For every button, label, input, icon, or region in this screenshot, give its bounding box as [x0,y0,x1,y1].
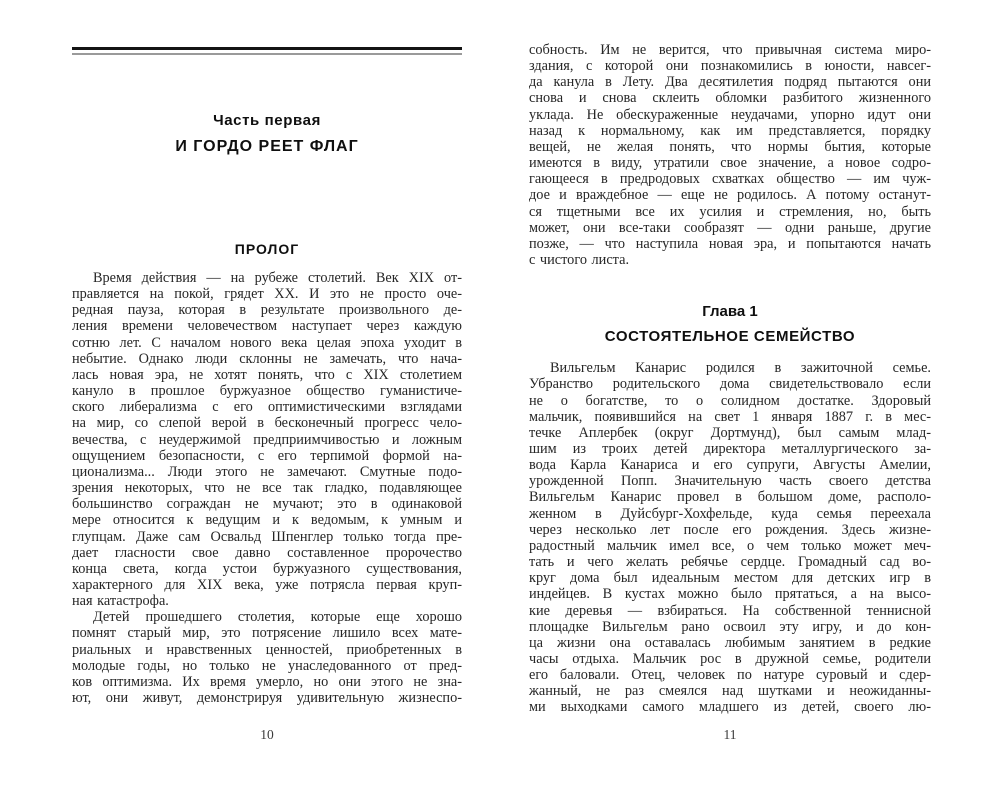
paragraph [529,42,931,268]
text-line: сотню лет. С началом нового века целая эпоха уходит в [72,334,462,351]
text-line: уклада. Не обескураженные неудачами, упорно идут они [529,106,931,123]
chapter-label: Глава 1 [702,303,758,321]
text-line: индейцев. В кустах можно было прятаться, а на высо- [529,586,931,603]
text-line: ков оптимизма. Их время умерло, но они этого не зна- [72,673,462,690]
text-line: собность. Им не верится, что привычная система миро- [529,42,931,58]
text-line: Время действия — на рубеже столетий. Век XIX от- [93,270,462,286]
text-line: зрения некоторых, что не все так гладко, подавляющее [72,480,462,497]
text-line: имеются в виду, утратили свое значение, а новое содро- [529,155,931,172]
text-line: вечества, с неудержимой предприимчивостью и ложным [72,431,462,448]
text-line: тать и чего желать ребячье сердце. Громадный сад во- [529,554,931,571]
right-page-body-main [529,360,931,715]
text-line: радостный мальчик имел все, о чем только может меч- [529,537,931,554]
text-line: шим из троих детей директора металлургического за- [529,440,931,457]
text-line: небытие. Однако люди склонны не замечать, что нача- [72,350,462,367]
text-line: ся тщетными все их усилия и стремления, но, быть [529,203,931,220]
text-line: ца жизни она оставалась любимым занятием в редкие [529,634,931,651]
text-line: назад к нормальному, как им представляется, порядку [529,122,931,139]
right-page-body-top [529,42,931,268]
text-line: кие деревья — взбираться. На собственной теннисной [529,602,931,619]
text-line: ют, они живут, демонстрируя удивительную жизнеспо- [72,690,462,707]
text-line: риальных и нравственных ценностей, приобретенных в [72,641,462,658]
text-line: Вильгельм Канарис родился в зажиточной семье. [550,360,931,377]
text-line: молодые годы, но только не унаследованного от пред- [72,657,462,674]
page-number-left: 10 [260,727,274,742]
text-line: Детей прошедшего столетия, которые еще хорошо [93,609,462,626]
text-line: площадке Вильгельм рано освоил эту игру, и до кон- [529,618,931,635]
text-line: дое и враждебное — еще не родилось. А потому останут- [529,187,931,204]
left-page [72,0,462,795]
text-line: ления времени человечеством наступает через каждую [72,318,462,335]
text-line: Убранство родительского дома свидетельствовало если [529,376,931,393]
text-line: кануло в прошлое буржуазное общество гуманистиче- [72,383,462,400]
text-line: лась новая эра, не хотят понять, что с XIX столетием [72,366,462,383]
text-line: с чистого листа. [529,252,630,269]
text-line: Вильгельм Канарис провел в большом доме, располо- [529,489,931,506]
text-line: на мир, со слепой верой в бесконечный прогресс чело- [72,415,462,432]
text-line: течке Аплербек (округ Дортмунд), был самым млад- [529,424,931,441]
text-line: дает гласности свое давно составленное пророчество [72,544,462,561]
chapter-title: СОСТОЯТЕЛЬНОЕ СЕМЕЙСТВО [604,328,856,346]
text-line: ского либерализма с его оптимистическими взглядами [72,399,462,416]
text-line: круг дома был идеальным местом для детских игр в [529,570,931,587]
text-line: урожденной Попп. Значительную часть своего детства [529,473,931,490]
text-line: не о богатстве, то о солидном достатке. Здоровый [529,392,931,409]
text-line: ная катастрофа. [72,593,169,610]
chapter-heading [529,302,931,346]
text-line: да канула в Лету. Два десятилетия подряд пытаются они [529,74,931,91]
text-line: конца света, когда устои буржуазного существования, [72,560,462,577]
paragraph [72,609,462,706]
text-line: снова и снова склеить обломки разбитого жизненного [529,90,931,107]
paragraph [72,270,462,609]
text-line: может, они все-таки сообразят — одни раньше, другие [529,219,931,236]
part-title: И ГОРДО РЕЕТ ФЛАГ [175,138,359,155]
text-line: мальчик, появившийся на свет 1 января 1887 г. в мес- [529,408,931,425]
text-line: жанный, не раз смеялся над шутками и неожиданны- [529,683,931,700]
section-title-prolog: ПРОЛОГ [234,241,300,257]
text-line: ми выходками самого младшего из детей, своего лю- [529,699,931,716]
page-number-right: 11 [723,727,737,742]
text-line: глупцам. Даже сам Освальд Шпенглер только тогда пре- [72,528,462,545]
text-line: вода Карла Канариса и его супруги, Августы Амелии, [529,457,931,474]
text-line: помнят старый мир, это потрясение лишило всех мате- [72,625,462,642]
text-line: вещей, не желая понять, что нормы бытия, которые [529,138,931,155]
text-line: его баловали. Отец, человек по натуре суровый и сдер- [529,667,931,684]
text-line: позже, — что наступила новая эра, и попытаются начать [529,235,931,252]
text-line: часы отдыха. Мальчик рос в дружной семье, родители [529,651,931,667]
text-line: правляется на покой, грядет XX. И это не просто оче- [72,286,462,303]
part-divider-rule [72,47,462,55]
text-line: характерного для XIX века, уже потрясла первая круп- [72,576,462,593]
text-line: ощущением безопасности, с его терпимой формой на- [72,447,462,464]
paragraph [529,360,931,715]
text-line: ционализма... Люди этого не замечают. Смутные подо- [72,463,462,480]
part-label: Часть первая [213,112,321,129]
text-line: женном в Дуйсбург-Хохфельде, куда семья переехала [529,505,931,522]
text-line: редная пауза, которая в результате произвольного де- [72,302,462,319]
text-line: через несколько лет после его рождения. Здесь жизне- [529,521,931,538]
text-line: большинство сограждан не мучают; это в одинаковой [72,496,462,513]
text-line: здания, с которой они познакомились в юности, навсег- [529,58,931,75]
text-line: мере относится к ведущим и к ведомым, к умным и [72,512,462,529]
left-page-body [72,270,462,706]
right-page [529,0,931,795]
text-line: гающееся в предродовых схватках общество — им чуж- [529,171,931,188]
